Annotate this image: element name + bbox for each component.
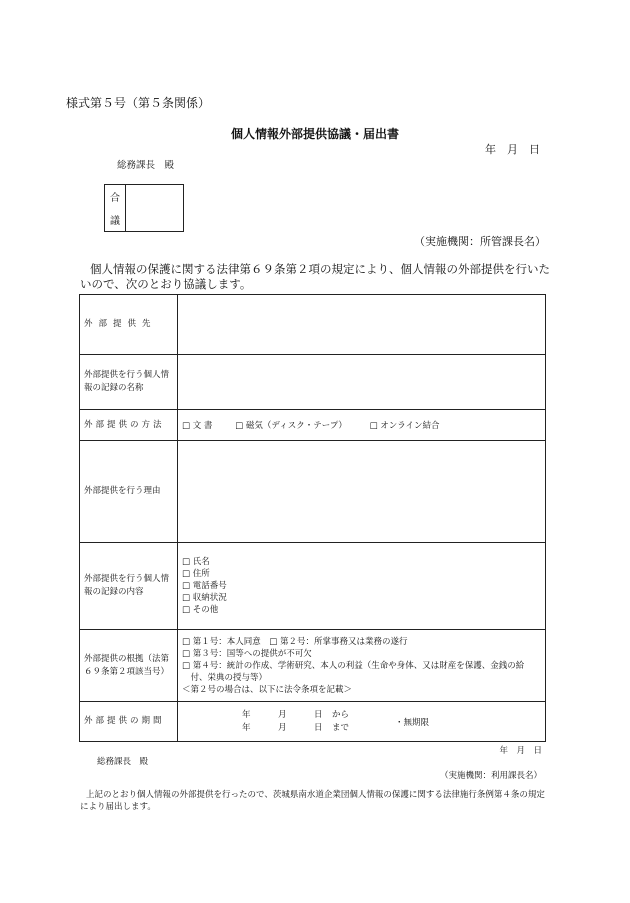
report-date-line: 年 月 日 [499,746,542,756]
addressee: 総務課長 殿 [117,160,175,171]
basis-option-1-2[interactable]: □ 第１号：本人同意 □ 第２号：所掌事務又は業務の遂行 [182,636,408,647]
table-row [80,441,546,543]
to-suffix: まで [332,722,350,733]
from-day: 日 [314,709,323,720]
content-option-name[interactable]: □ 氏名 [182,557,210,567]
period-content [182,709,541,735]
basis-option-4[interactable]: □ 第４号：統計の作成、学術研究、本人の利益（生命や身体、又は財産を保護、金銭の給付、栄典の授与等） [182,660,525,683]
period-from [242,709,349,722]
period-field[interactable] [178,702,546,742]
basis-option-3[interactable]: □ 第３号：国等への提供が不可欠 [182,648,312,659]
page-title: 個人情報外部提供協議・届出書 [230,127,399,141]
content-option-payment[interactable]: □ 収納状況 [182,593,227,603]
period-label: 外部提供の期間 [80,702,178,742]
record-name-field[interactable] [178,355,546,410]
basis-options [178,630,546,702]
consultation-table [79,294,546,742]
table-row [80,630,546,702]
stamp-label-bottom: 議 [110,216,120,227]
report-text: 上記のとおり個人情報の外部提供を行ったので、茨城県南水道企業団個人情報の保護に関する法律施行条例第４条の規定により届出します。 [80,790,545,812]
method-options [178,410,546,441]
table-row [80,410,546,441]
method-option-online[interactable]: □ オンライン結合 [369,421,440,431]
reason-field[interactable] [178,441,546,543]
content-option-phone[interactable]: □ 電話番号 [182,581,227,591]
agency-name: （実施機関：所管課長名） [414,235,546,248]
indefinite-option[interactable]: ・無期限 [395,717,430,728]
approval-stamp-box [104,184,184,232]
method-label: 外部提供の方法 [80,410,178,441]
stamp-label [105,185,126,231]
to-day: 日 [314,722,323,733]
stamp-label-top: 合 [110,193,120,204]
basis-label: 外部提供の根拠（法第６９条第２項該当号） [80,630,178,702]
report-agency-name: （実施機関：利用課長名） [439,771,542,781]
table-row [80,702,546,742]
content-option-address[interactable]: □ 住所 [182,569,210,579]
basis-note: ＜第２号の場合は、以下に法令条項を記載＞ [182,684,353,695]
content-options [178,543,546,630]
form-number: 様式第５号（第５条関係） [66,96,211,110]
to-year: 年 [242,722,251,733]
from-suffix: から [332,709,350,720]
from-year: 年 [242,709,251,720]
content-option-other[interactable]: □ その他 [182,605,219,615]
recipient-label: 外部提供先 [80,295,178,355]
intro-text: 個人情報の保護に関する法律第６９条第２項の規定により、個人情報の外部提供を行いたいので、次のとおり協議します。 [80,262,550,291]
date-line: 年 月 日 [485,143,540,156]
reason-label: 外部提供を行う理由 [80,441,178,543]
table-row [80,543,546,630]
table-row [80,355,546,410]
table-row [80,295,546,355]
period-to [242,722,349,735]
method-option-document[interactable]: □ 文 書 [182,421,213,431]
report-addressee: 総務課長 殿 [97,757,149,767]
recipient-field[interactable] [178,295,546,355]
content-label: 外部提供を行う個人情報の記録の内容 [80,543,178,630]
stamp-area[interactable] [126,185,183,231]
to-month: 月 [278,722,287,733]
period-dates [242,709,349,735]
from-month: 月 [278,709,287,720]
method-option-magnetic[interactable]: □ 磁気（ディスク・テープ） [235,421,347,431]
record-name-label: 外部提供を行う個人情報の記録の名称 [80,355,178,410]
